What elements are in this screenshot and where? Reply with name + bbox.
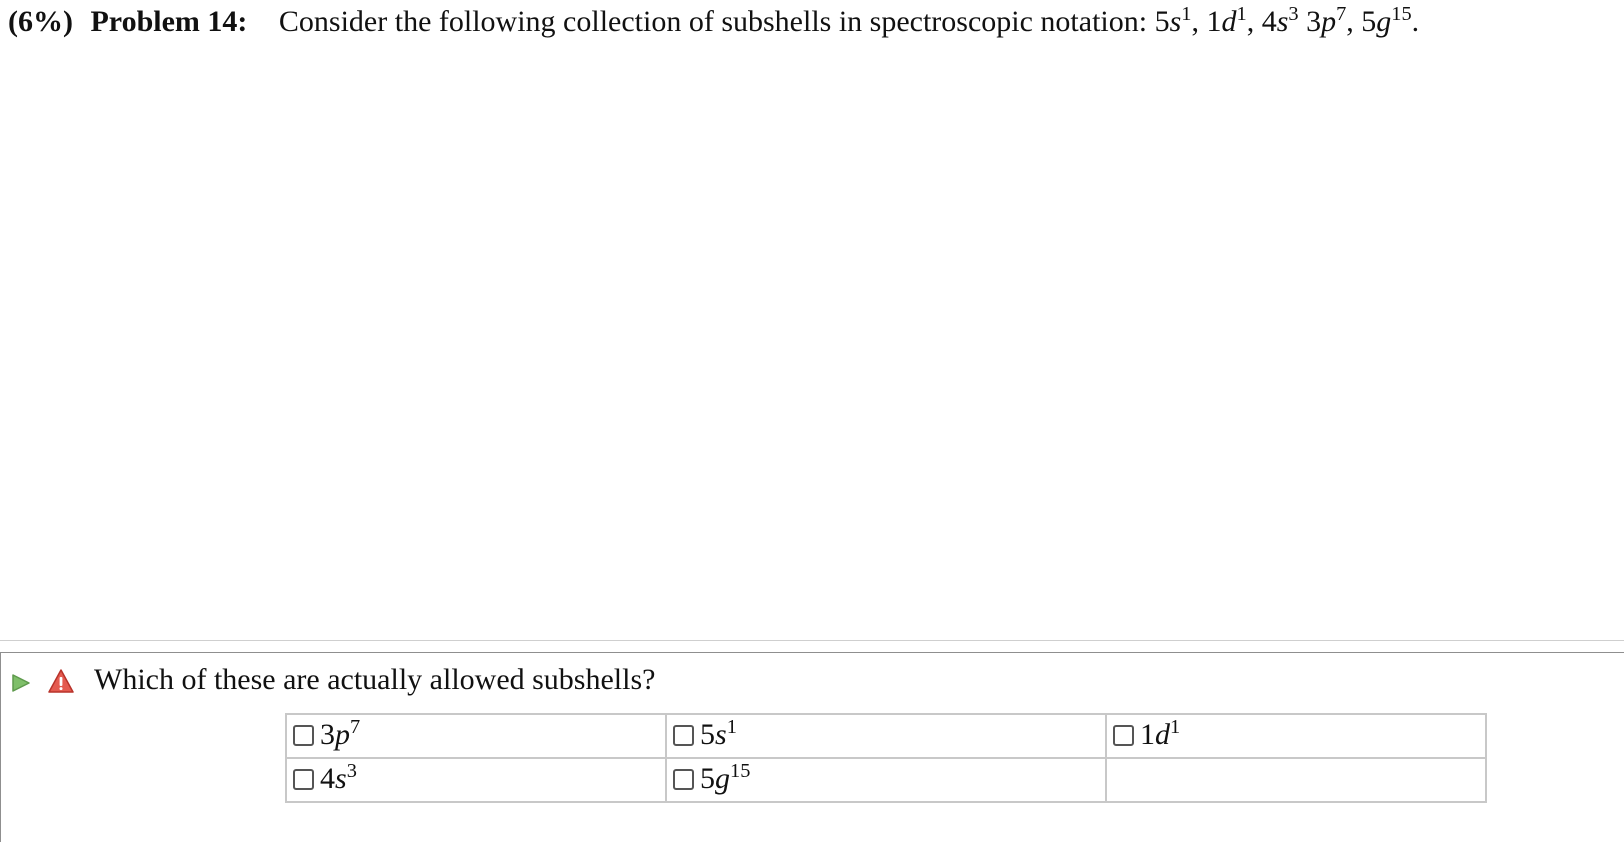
electron-count: 3 — [346, 760, 357, 783]
electron-count: 15 — [1391, 2, 1412, 25]
separator: , — [1191, 5, 1207, 38]
checkbox[interactable] — [673, 769, 694, 790]
choice-cell — [666, 714, 1106, 758]
principal-number: 5 — [1154, 5, 1170, 38]
electron-count: 1 — [1236, 2, 1247, 25]
choice-option[interactable] — [293, 762, 357, 796]
orbital-letter: g — [1376, 5, 1392, 38]
choice-cell — [1106, 758, 1486, 802]
choice-option[interactable] — [1113, 718, 1180, 752]
orbital-letter: s — [1169, 5, 1182, 38]
problem-text: Consider the following collection of subshells in spectroscopic notation: — [278, 5, 1148, 38]
electron-count: 1 — [726, 716, 737, 739]
principal-number: 4 — [320, 762, 335, 796]
choice-option[interactable] — [673, 718, 737, 752]
principal-number: 5 — [700, 718, 715, 752]
subshell-notation — [320, 718, 360, 752]
orbital-letter: d — [1155, 718, 1170, 752]
choice-cell — [286, 758, 666, 802]
subshell-notation — [700, 762, 750, 796]
electron-count: 7 — [350, 716, 361, 739]
choice-option[interactable] — [293, 718, 360, 752]
subshell-notation — [1140, 718, 1180, 752]
electron-count: 1 — [1181, 2, 1192, 25]
checkbox[interactable] — [673, 725, 694, 746]
orbital-letter: p — [335, 718, 350, 752]
choice-row — [286, 714, 1486, 758]
problem-number: Problem 14: — [90, 5, 248, 38]
subshell-notation — [1154, 2, 1192, 38]
orbital-letter: g — [715, 762, 730, 796]
checkbox[interactable] — [1113, 725, 1134, 746]
subshell-notation — [1206, 2, 1247, 38]
principal-number: 3 — [1306, 5, 1322, 38]
section-divider — [0, 640, 1624, 641]
separator: , — [1246, 5, 1262, 38]
subshell-notation — [700, 718, 737, 752]
electron-count: 1 — [1170, 716, 1181, 739]
principal-number: 3 — [320, 718, 335, 752]
principal-number: 1 — [1140, 718, 1155, 752]
separator: . — [1411, 5, 1420, 38]
choice-row — [286, 758, 1486, 802]
principal-number: 5 — [1361, 5, 1377, 38]
electron-count: 7 — [1336, 2, 1347, 25]
subshell-list — [1154, 2, 1420, 38]
warning-icon — [48, 668, 74, 694]
principal-number: 5 — [700, 762, 715, 796]
checkbox[interactable] — [293, 725, 314, 746]
choices-table — [285, 713, 1487, 803]
separator: , — [1346, 5, 1362, 38]
subshell-notation — [320, 762, 357, 796]
subshell-notation — [1361, 2, 1412, 38]
subshell-notation — [1306, 2, 1347, 38]
choice-cell — [286, 714, 666, 758]
subshell-notation — [1261, 2, 1299, 38]
choice-cell — [1106, 714, 1486, 758]
problem-statement — [8, 2, 1419, 42]
play-icon[interactable] — [10, 672, 32, 694]
orbital-letter: p — [1321, 5, 1337, 38]
orbital-letter: s — [715, 718, 727, 752]
orbital-letter: s — [1276, 5, 1289, 38]
separator — [1299, 5, 1307, 38]
electron-count: 15 — [730, 760, 751, 783]
orbital-letter: d — [1221, 5, 1237, 38]
orbital-letter: s — [335, 762, 347, 796]
principal-number: 4 — [1261, 5, 1277, 38]
checkbox[interactable] — [293, 769, 314, 790]
question-text: Which of these are actually allowed subshells? — [94, 663, 656, 696]
choice-option[interactable] — [673, 762, 750, 796]
choice-cell — [666, 758, 1106, 802]
electron-count: 3 — [1288, 2, 1299, 25]
problem-percent: (6%) — [8, 5, 73, 38]
principal-number: 1 — [1206, 5, 1222, 38]
